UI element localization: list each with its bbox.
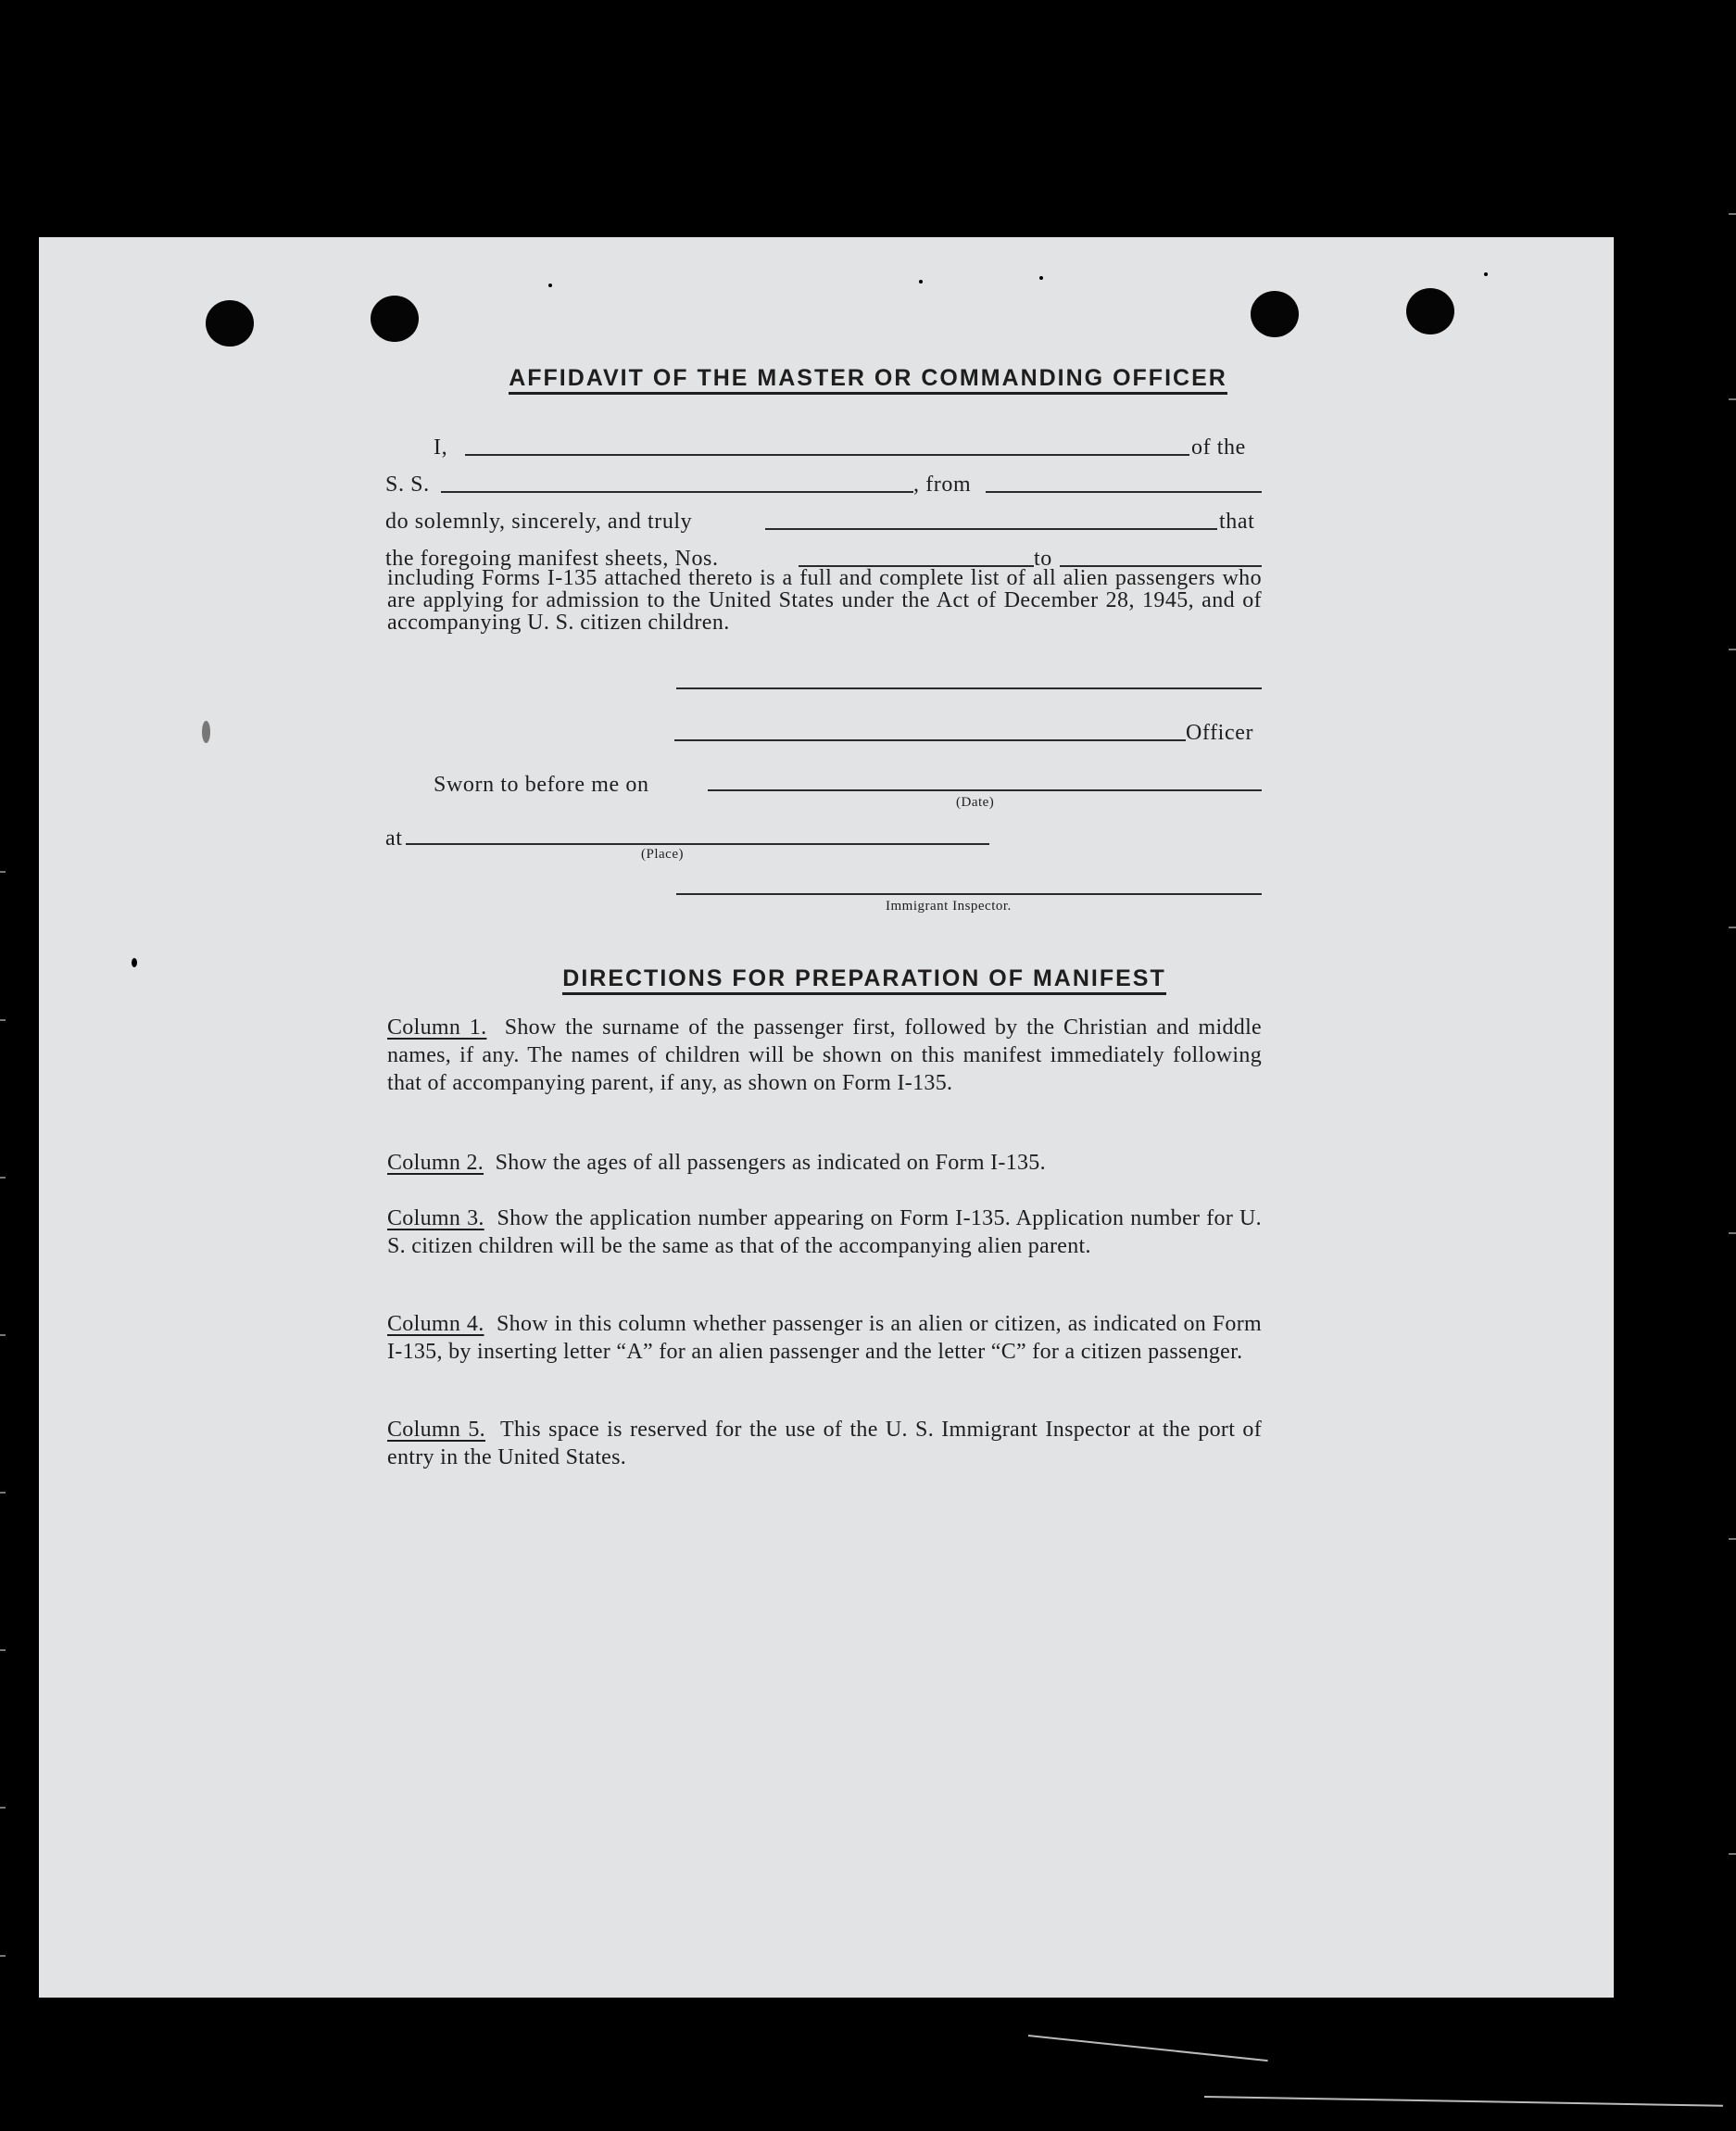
direction-column-2: [387, 1149, 1262, 1177]
ink-speck: [1039, 276, 1043, 280]
date-line: [708, 789, 1262, 791]
column-2-label: Column 2.: [387, 1151, 484, 1175]
ink-speck: [1484, 272, 1488, 276]
inspector-caption: Immigrant Inspector.: [886, 899, 1012, 914]
officer-label: Officer: [1186, 721, 1254, 745]
column-5-text: This space is reserved for the use of the U. S. Immigrant Inspector at the port of entry in the United States.: [387, 1418, 1263, 1469]
direction-column-3: [387, 1204, 1262, 1260]
affidavit-title: AFFIDAVIT OF THE MASTER OR COMMANDING OFFICER: [0, 365, 1736, 392]
affidavit-i-label: I,: [434, 435, 448, 460]
punch-hole: [1251, 291, 1299, 337]
solemnly-label: do solemnly, sincerely, and truly: [385, 510, 693, 534]
direction-column-4: [387, 1310, 1262, 1366]
affidavit-body: including Forms I-135 attached thereto is a full and complete list of all alien passengers who are applying for admission to the United States under the Act of December 28, 1945, and of accompanying U. S. citizen children.: [387, 566, 1262, 635]
punch-hole: [1406, 288, 1454, 334]
ink-speck: [548, 284, 552, 287]
column-4-text: Show in this column whether passenger is an alien or citizen, as indicated on Form I-135, by inserting letter “A” for an alien passenger and the letter “C” for a citizen passenger.: [387, 1312, 1262, 1364]
officer-signature-line: [674, 739, 1186, 741]
that-label: that: [1219, 510, 1255, 534]
column-1-label: Column 1.: [387, 1015, 487, 1040]
declaration-line: [765, 528, 1217, 530]
direction-column-1: [387, 1014, 1262, 1097]
column-5-label: Column 5.: [387, 1418, 485, 1442]
place-caption: (Place): [641, 847, 684, 862]
punch-hole: [371, 296, 419, 342]
column-1-text: Show the surname of the passenger first, followed by the Christian and middle names, if any. The names of children will be shown on this manifest immediately following that of accompanying parent, if any, as shown on Form I-135.: [387, 1015, 1262, 1095]
document-page: [39, 237, 1614, 1998]
ss-label: S. S.: [385, 473, 430, 497]
directions-title: DIRECTIONS FOR PREPARATION OF MANIFEST: [0, 965, 1732, 992]
from-label: , from: [913, 473, 972, 497]
sworn-label: Sworn to before me on: [434, 773, 649, 797]
to-label: to: [1034, 547, 1052, 571]
ship-name-line: [441, 491, 913, 493]
of-the-label: of the: [1191, 435, 1246, 460]
ink-speck: [202, 721, 210, 743]
place-line: [406, 843, 989, 845]
column-3-label: Column 3.: [387, 1206, 484, 1230]
column-4-label: Column 4.: [387, 1312, 484, 1336]
ink-speck: [919, 280, 923, 284]
date-caption: (Date): [956, 795, 995, 810]
master-name-line: [465, 454, 1189, 456]
column-2-text: Show the ages of all passengers as indicated on Form I-135.: [495, 1151, 1046, 1175]
direction-column-5: [387, 1416, 1262, 1471]
punch-hole: [206, 300, 254, 347]
signature-line-top: [676, 687, 1262, 689]
inspector-signature-line: [676, 893, 1262, 895]
column-3-text: Show the application number appearing on Form I-135. Application number for U. S. citizen children will be the same as that of the accompanying alien parent.: [387, 1206, 1262, 1258]
manifest-sheets-label: the foregoing manifest sheets, Nos.: [385, 547, 719, 571]
from-port-line: [986, 491, 1262, 493]
at-label: at: [385, 826, 403, 851]
